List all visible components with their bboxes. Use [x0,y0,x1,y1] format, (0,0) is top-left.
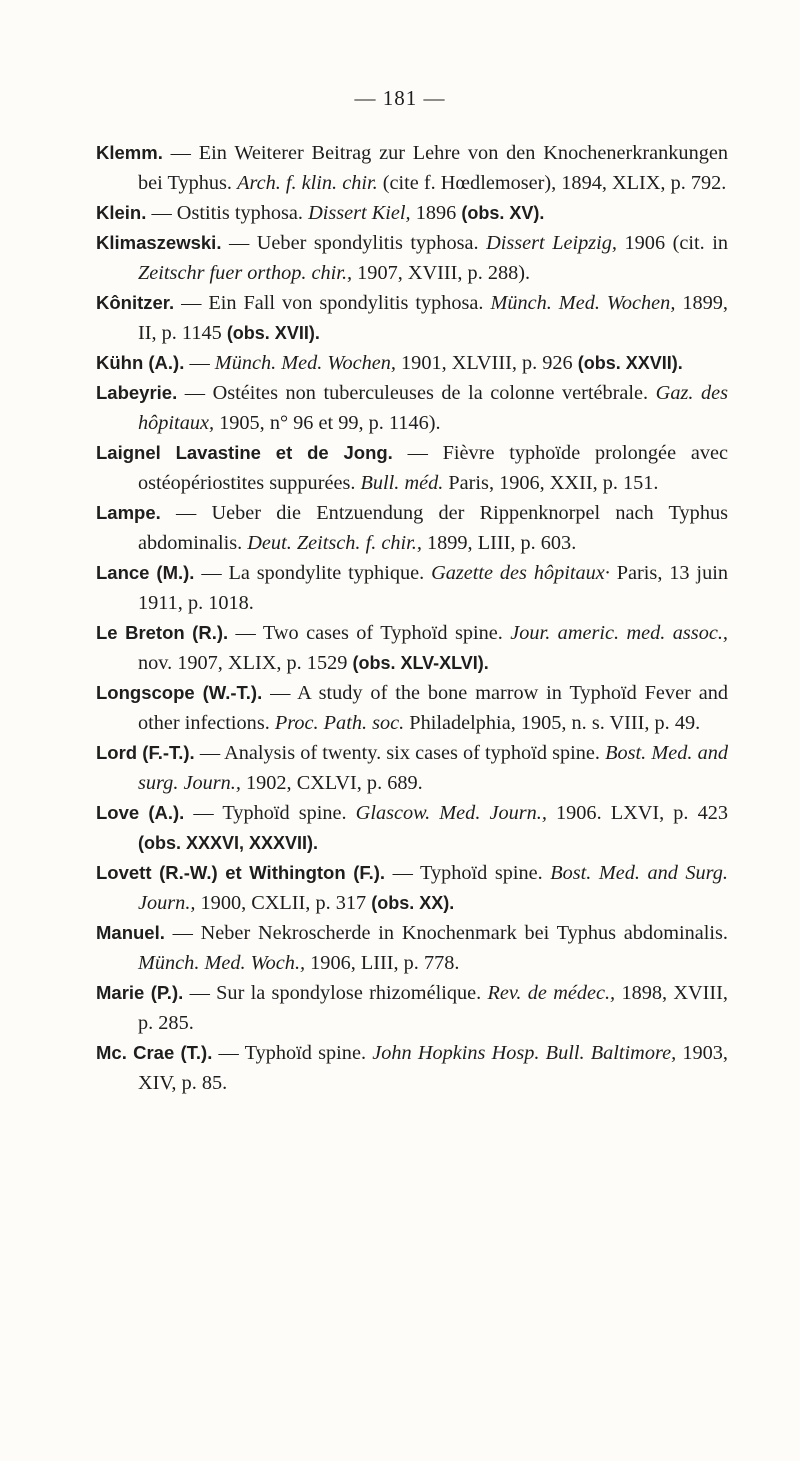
bibliography-entry [96,558,728,618]
entry-text: — Ostéites non tuberculeuses de la colonne vertébrale. [177,382,656,404]
entry-tail: 1898, XVIII, p. 285. [138,982,728,1034]
entry-tail: 1899, II, p. 1145 [138,292,728,344]
entry-journal: John Hopkins Hosp. Bull. Baltimore, [372,1042,677,1064]
entry-journal: Bost. Med. and Surg. Journ., [138,862,729,914]
entry-journal: Deut. Zeitsch. f. chir., [247,532,422,554]
bibliography-entry [96,348,728,378]
bibliography-entry [96,138,728,198]
entry-journal: Münch. Med. Wochen, [214,352,396,374]
entry-tail: (cite f. Hœdlemoser), 1894, XLIX, p. 792. [377,172,727,194]
entry-journal: Bull. méd. [360,472,444,494]
entry-author-secondary: Withington (F.). [249,862,386,883]
entry-tail: 1906, LIII, p. 778. [305,952,460,974]
entry-text: — A study of the bone marrow in Typhoïd Fever and other infections. [138,682,729,734]
entry-author: Lampe. [96,502,161,523]
entry-text: — [184,352,215,374]
entry-journal-secondary: Zeitschr fuer orthop. chir., [138,262,353,284]
entry-author: Klemm. [96,142,163,163]
bibliography-entry [96,738,728,798]
bibliography-entry [96,678,728,738]
entry-tail: Philadelphia, 1905, n. s. VIII, p. 49. [404,712,701,734]
entry-author: Lord (F.-T.). [96,742,195,763]
bibliography-entry [96,438,728,498]
bibliography-entry [96,858,728,918]
entry-text: — Ostitis typhosa. [146,202,309,224]
entry-text: — Typhoïd spine. [212,1042,373,1064]
entry-observation: (obs. XXXVI, XXXVII). [138,833,319,853]
entry-author: Labeyrie. [96,382,178,403]
entry-tail: 1902, CXLVI, p. 689. [240,772,423,794]
bibliography-entry [96,498,728,558]
entry-author: Klein. [96,202,147,223]
entry-text: — Typhoïd spine. [184,802,356,824]
entry-journal: Rev. de médec., [487,982,616,1004]
page-number: — 181 — [354,86,446,110]
entry-tail: 1899, LIII, p. 603. [421,532,577,554]
entry-journal: Gaz. des hôpitaux, [138,382,728,434]
entry-tail: 1905, n° 96 et 99, p. 1146). [214,412,441,434]
entry-observation: (obs. XLV-XLVI). [352,653,489,673]
entry-author: Lance (M.). [96,562,195,583]
entry-journal: Dissert Leipzig, [486,232,617,254]
bibliography-entry [96,618,728,678]
bibliography-entry [96,288,728,348]
entry-tail: nov. 1907, XLIX, p. 1529 [138,652,353,674]
entry-tail: 1901, XLVIII, p. 926 [395,352,578,374]
entry-journal: Glascow. Med. Journ., [355,802,547,824]
entry-tail-secondary: 1907, XVIII, p. 288). [352,262,531,284]
bibliography-entry [96,978,728,1038]
entry-text: — Neber Nekroscherde in Knochenmark bei Typhus abdominalis. [164,922,728,944]
entry-observation: (obs. XXVII). [577,353,683,373]
entry-tail: Paris, 13 juin 1911, p. 1018. [138,562,728,614]
entry-tail: 1903, XIV, p. 85. [138,1042,728,1094]
bibliography-entry [96,378,728,438]
bibliography-entry [96,228,728,288]
entry-author: Love (A.). [96,802,185,823]
entry-author: Kônitzer. [96,292,175,313]
bibliography-entry [96,1038,728,1098]
entry-journal: Dissert Kiel, [308,202,411,224]
entry-text: — La spondylite typhique. [194,562,432,584]
entry-tail: Paris, 1906, XXII, p. 151. [443,472,659,494]
entry-tail: 1906. LXVI, p. 423 [546,802,728,824]
entry-journal: Münch. Med. Wochen, [490,292,676,314]
bibliography-entry [96,198,728,228]
entry-text: — Analysis of twenty. six cases of typhoïd spine. [194,742,606,764]
entry-observation: (obs. XX). [371,893,455,913]
entry-text: — Ein Fall von spondylitis typhosa. [174,292,491,314]
entry-journal: Jour. americ. med. assoc., [510,622,728,644]
entry-journal: Bost. Med. and surg. Journ., [138,742,729,794]
entry-author: Mc. Crae (T.). [96,1042,213,1063]
entry-tail: 1900, CXLII, p. 317 [195,892,372,914]
entry-text: — Ueber spondylitis typhosa. [221,232,487,254]
entry-author: Klimaszewski. [96,232,222,253]
entry-text: — Ueber die Entzuendung der Rippenknorpel nach Typhus abdominalis. [138,502,728,554]
entry-author: Le Breton (R.). [96,622,229,643]
entry-author: Marie (P.). [96,982,184,1003]
entry-journal: Münch. Med. Woch., [138,952,306,974]
entry-author-joiner: et [217,862,250,883]
bibliography-entry [96,918,728,978]
entry-text: — Typhoïd spine. [385,862,551,884]
entry-text: — Two cases of Typhoïd spine. [228,622,511,644]
entry-tail: 1896 [410,202,462,224]
entry-author: Longscope (W.-T.). [96,682,263,703]
entry-author: Laignel Lavastine et de Jong. [96,442,393,463]
entry-observation: (obs. XV). [461,203,545,223]
entry-text: — Ein Weiterer Beitrag zur Lehre von den Knochenerkrankungen bei Typhus. [138,142,728,194]
bibliography-list [96,138,728,1098]
bibliography-entry [96,798,728,858]
entry-journal: Arch. f. klin. chir. [237,172,378,194]
entry-author: Kühn (A.). [96,352,185,373]
entry-tail: 1906 (cit. in [617,232,728,254]
entry-journal: Proc. Path. soc. [274,712,405,734]
entry-journal: Gazette des hôpitaux· [431,562,610,584]
entry-author: Manuel. [96,922,165,943]
entry-observation: (obs. XVII). [226,323,320,343]
entry-author: Lovett (R.-W.) [96,862,218,883]
entry-text: — Fièvre typhoïde prolongée avec ostéopériostites suppurées. [138,442,728,494]
entry-text: — Sur la spondylose rhizomélique. [183,982,488,1004]
